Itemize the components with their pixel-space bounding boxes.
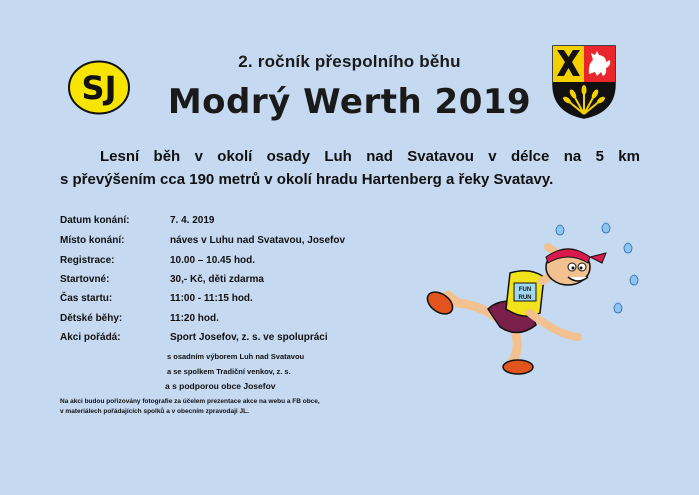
shirt-text-1: FUN — [518, 287, 532, 293]
detail-label: Čas startu: — [60, 293, 113, 304]
detail-value: náves v Luhu nad Svatavou, Josefov — [170, 235, 346, 246]
logo-text: SJ — [81, 69, 117, 107]
footnote-line-1: Na akci budou pořizovány fotografie za účelem prezentace akce na webu a FB obce, — [60, 398, 320, 405]
detail-value: 11:00 - 11:15 hod. — [170, 293, 253, 304]
detail-value: 7. 4. 2019 — [170, 215, 215, 226]
detail-label: Akci pořádá: — [60, 332, 121, 343]
intro-line-1: Lesní běh v okolí osady Luh nad Svatavou v délce na 5 km — [100, 148, 640, 165]
cooperation-line-1: s osadním výborem Luh nad Svatavou — [167, 352, 305, 361]
shirt-text-2: RUN — [518, 295, 532, 301]
detail-label: Dětské běhy: — [60, 313, 123, 324]
intro-line-2: s převýšením cca 190 metrů v okolí hradu Hartenberg a řeky Svatavy. — [60, 171, 554, 188]
cooperation-line-2: a se spolkem Tradiční venkov, z. s. — [167, 367, 291, 376]
detail-value: 11:20 hod. — [170, 313, 219, 324]
runner-illustration — [418, 217, 658, 377]
detail-label: Místo konání: — [60, 235, 125, 246]
detail-value: Sport Josefov, z. s. ve spolupráci — [170, 332, 328, 343]
event-title: Modrý Werth 2019 — [167, 82, 532, 122]
detail-label: Datum konání: — [60, 215, 130, 226]
detail-value: 30,- Kč, děti zdarma — [170, 274, 264, 285]
footnote-line-2: v materiálech pořádajících spolků a v obecním zpravodaji JL. — [60, 408, 249, 415]
cooperation-line-3: a s podporou obce Josefov — [165, 381, 276, 391]
event-subtitle: 2. ročník přespolního běhu — [238, 52, 461, 71]
detail-label: Registrace: — [60, 255, 115, 266]
detail-value: 10.00 – 10.45 hod. — [170, 255, 256, 266]
detail-label: Startovné: — [60, 274, 110, 285]
